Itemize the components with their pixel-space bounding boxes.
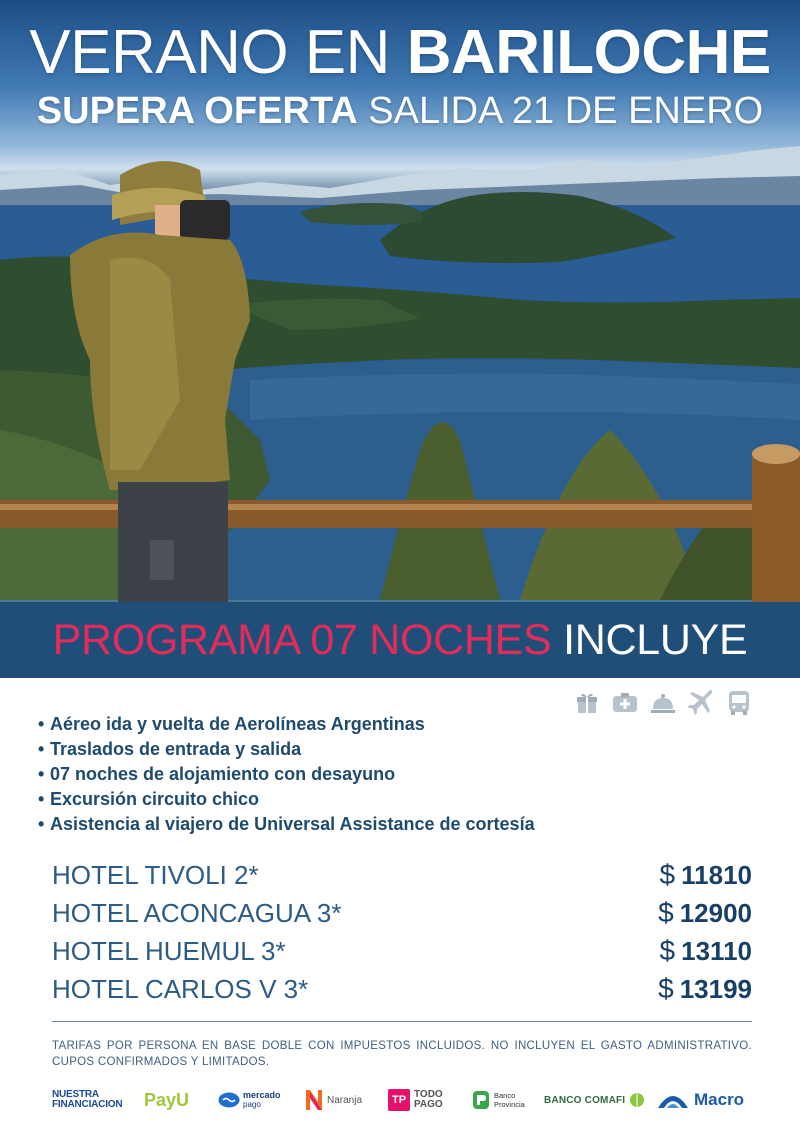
logo-text: BANCO COMAFI xyxy=(544,1094,626,1106)
hotel-price xyxy=(660,856,752,899)
naranja-n-icon xyxy=(304,1088,324,1112)
program-suffix: INCLUYE xyxy=(563,616,748,664)
handshake-icon xyxy=(218,1092,240,1108)
list-item xyxy=(38,762,598,787)
include-text: Asistencia al viajero de Universal Assistance de cortesía xyxy=(50,814,535,834)
payu-logo xyxy=(144,1080,189,1120)
bullet: • xyxy=(38,789,45,809)
logo-text: Naranja xyxy=(327,1094,363,1106)
service-icons xyxy=(574,690,752,716)
hotel-price xyxy=(658,894,752,937)
logo-text: Provincia xyxy=(494,1100,525,1109)
currency-symbol: $ xyxy=(658,897,674,928)
hotel-name: HOTEL HUEMUL 3* xyxy=(52,936,286,966)
include-text: 07 noches de alojamiento con desayuno xyxy=(50,764,396,784)
program-title xyxy=(0,602,800,678)
program-highlight: PROGRAMA 07 NOCHES xyxy=(52,616,552,664)
hotel-name: HOTEL TIVOLI 2* xyxy=(52,860,259,890)
hotel-price xyxy=(658,970,752,1013)
airplane-icon xyxy=(688,690,714,716)
headline-bold: BARILOCHE xyxy=(406,18,771,87)
mercadopago-logo xyxy=(218,1080,281,1120)
list-item xyxy=(38,712,598,737)
logo-text: Macro xyxy=(694,1090,745,1109)
hotel-bell-icon xyxy=(650,690,676,716)
payment-logos xyxy=(52,1080,752,1120)
departure-date: SALIDA 21 DE ENERO xyxy=(368,90,764,132)
currency-symbol: $ xyxy=(659,859,676,890)
medical-kit-icon xyxy=(612,690,638,716)
comafi-globe-icon xyxy=(629,1092,645,1108)
price-amount: 13199 xyxy=(679,974,752,1004)
todopago-mark: TP xyxy=(388,1089,410,1111)
list-item xyxy=(38,787,598,812)
hotel-row xyxy=(52,932,752,970)
bus-icon xyxy=(726,690,752,716)
logo-text: mercado xyxy=(243,1090,281,1100)
logo-text: NUESTRA xyxy=(52,1089,99,1100)
logo-text: PAGO xyxy=(414,1099,443,1110)
macro-arc-icon xyxy=(656,1088,690,1112)
program-band xyxy=(0,602,800,678)
include-text: Aéreo ida y vuelta de Aerolíneas Argentinas xyxy=(50,714,425,734)
list-item xyxy=(38,812,598,837)
offer-label: SUPERA OFERTA xyxy=(36,90,358,132)
macro-logo xyxy=(656,1080,744,1120)
currency-symbol: $ xyxy=(658,973,674,1004)
bullet: • xyxy=(38,714,45,734)
naranja-logo xyxy=(304,1080,362,1120)
logo-text: PayU xyxy=(144,1089,190,1110)
hotel-row xyxy=(52,856,752,894)
banco-provincia-logo xyxy=(472,1080,525,1120)
list-item xyxy=(38,737,598,762)
divider xyxy=(52,1021,752,1022)
currency-symbol: $ xyxy=(659,935,676,966)
hotel-row xyxy=(52,970,752,1008)
include-text: Traslados de entrada y salida xyxy=(50,739,302,759)
hotel-row xyxy=(52,894,752,932)
includes-list xyxy=(38,712,598,837)
price-amount: 13110 xyxy=(681,936,752,966)
logo-text: Banco xyxy=(494,1091,516,1100)
headline-line-1 xyxy=(0,18,800,88)
todopago-logo xyxy=(388,1080,443,1120)
bullet: • xyxy=(38,739,45,759)
headline-light: VERANO EN xyxy=(29,18,390,87)
price-amount: 11810 xyxy=(681,860,752,890)
logo-text: FINANCIACION xyxy=(52,1099,123,1110)
banco-comafi-logo xyxy=(544,1080,645,1120)
hotel-name: HOTEL CARLOS V 3* xyxy=(52,974,309,1004)
logo-text: TODO xyxy=(414,1089,443,1100)
disclaimer-text: TARIFAS POR PERSONA EN BASE DOBLE CON IMPUESTOS INCLUIDOS. NO INCLUYEN EL GASTO ADMINISTRATIVO. CUPOS CONFIRMADOS Y LIMITADOS. xyxy=(52,1040,752,1068)
bullet: • xyxy=(38,764,45,784)
hotel-name: HOTEL ACONCAGUA 3* xyxy=(52,898,342,928)
hotel-price xyxy=(660,932,752,975)
logo-text: pago xyxy=(243,1100,261,1109)
include-text: Excursión circuito chico xyxy=(50,789,260,809)
nuestra-financiacion-logo xyxy=(52,1080,122,1120)
hotel-price-list xyxy=(52,856,752,1008)
provincia-icon xyxy=(472,1090,490,1110)
headline-line-2 xyxy=(0,88,800,134)
price-amount: 12900 xyxy=(679,898,752,928)
bullet: • xyxy=(38,814,45,834)
